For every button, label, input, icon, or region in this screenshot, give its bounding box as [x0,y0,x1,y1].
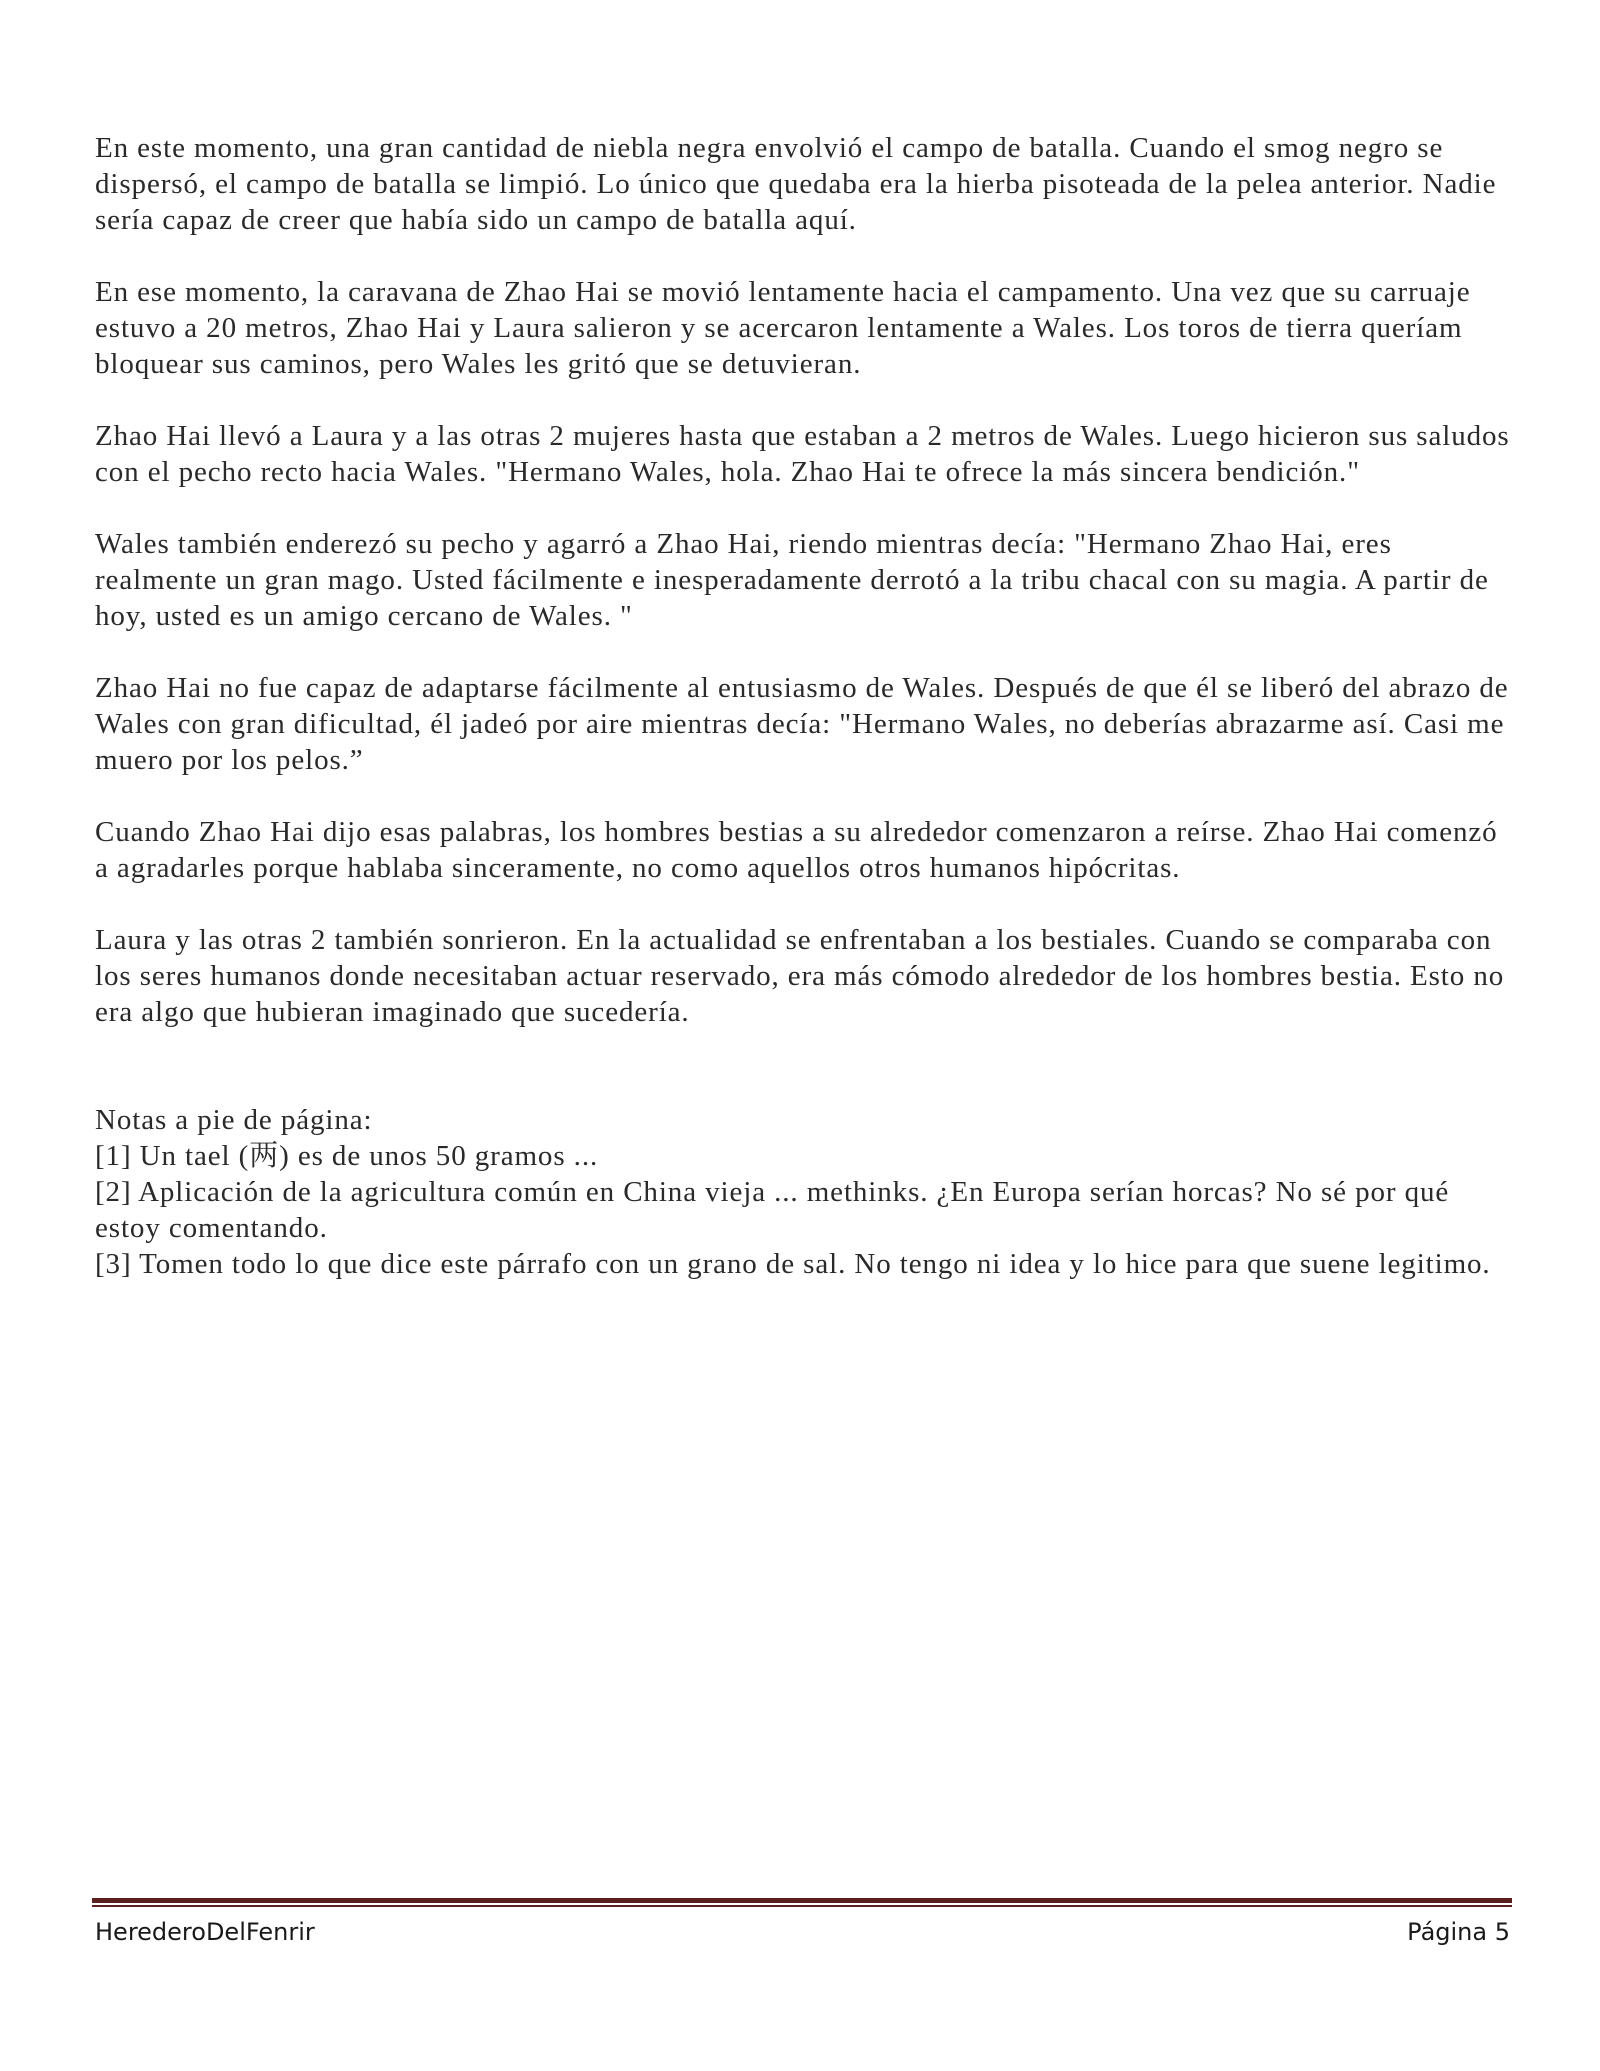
paragraph: En este momento, una gran cantidad de niebla negra envolvió el campo de batalla. Cuando el smog negro se dispersó, el campo de batalla se limpió. Lo único que quedaba era la hierba pisoteada de la pelea anterior. Nadie sería capaz de creer que había sido un campo de batalla aquí. [95,132,1497,236]
footnotes-heading: Notas a pie de página: [95,1104,373,1136]
paragraph: Laura y las otras 2 también sonrieron. En la actualidad se enfrentaban a los bestiales. Cuando se comparaba con los seres humanos donde necesitaban actuar reservado, era más cómodo alrededor de los hombres bestia. Esto no era algo que hubieran imaginado que sucedería. [95,924,1505,1028]
paragraph: Wales también enderezó su pecho y agarró a Zhao Hai, riendo mientras decía: "Hermano Zhao Hai, eres realmente un gran mago. Usted fácilmente e inesperadamente derrotó a la tribu chacal con su magia. A partir de hoy, usted es un amigo cercano de Wales. " [95,528,1489,632]
footer-author: HerederoDelFenrir [95,1918,315,1946]
page-body [95,130,1515,1282]
page-footer [95,1912,1510,1952]
footnote-item: [3] Tomen todo lo que dice este párrafo con un grano de sal. No tengo ni idea y lo hice para que suene legitimo. [95,1248,1491,1280]
paragraph: Zhao Hai llevó a Laura y a las otras 2 mujeres hasta que estaban a 2 metros de Wales. Luego hicieron sus saludos con el pecho recto hacia Wales. "Hermano Wales, hola. Zhao Hai te ofrece la más sincera bendición." [95,420,1510,488]
footnotes [95,1102,1515,1282]
paragraph: Cuando Zhao Hai dijo esas palabras, los hombres bestias a su alrededor comenzaron a reírse. Zhao Hai comenzó a agradarles porque hablaba sinceramente, no como aquellos otros humanos hipócritas. [95,816,1498,884]
footnote-item: [1] Un tael (两) es de unos 50 gramos ... [95,1140,599,1172]
footer-divider [92,1898,1512,1907]
paragraph: Zhao Hai no fue capaz de adaptarse fácilmente al entusiasmo de Wales. Después de que él se liberó del abrazo de Wales con gran dificultad, él jadeó por aire mientras decía: "Hermano Wales, no deberías abrazarme así. Casi me muero por los pelos.” [95,672,1509,776]
footnote-item: [2] Aplicación de la agricultura común en China vieja ... methinks. ¿En Europa serían horcas? No sé por qué estoy comentando. [95,1176,1450,1244]
page-number: Página 5 [1407,1918,1510,1946]
paragraph: En ese momento, la caravana de Zhao Hai se movió lentamente hacia el campamento. Una vez que su carruaje estuvo a 20 metros, Zhao Hai y Laura salieron y se acercaron lentamente a Wales. Los toros de tierra queríam bloquear sus caminos, pero Wales les gritó que se detuvieran. [95,276,1471,380]
